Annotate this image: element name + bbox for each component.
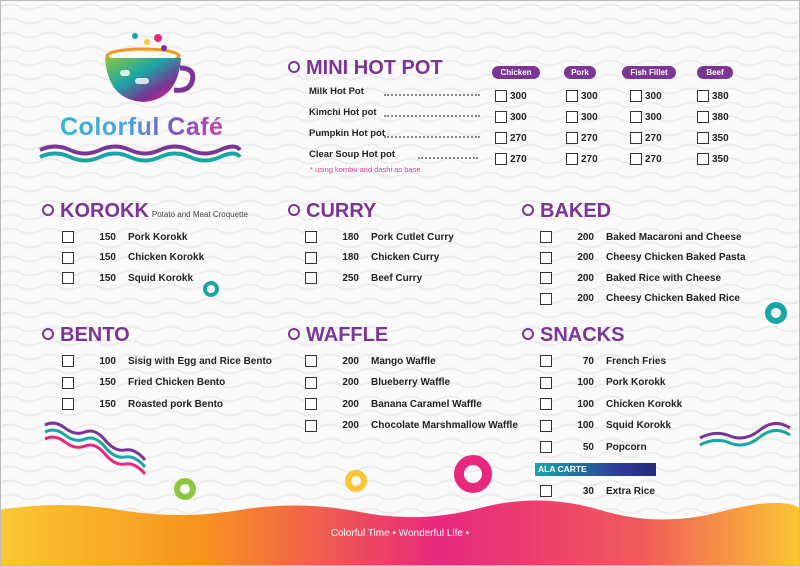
order-checkbox[interactable] [62,272,74,284]
bento-item [62,353,272,369]
item-price: 100 [577,398,594,410]
hotpot-price: 270 [645,132,662,144]
order-checkbox[interactable] [540,420,552,432]
alacarte-item [540,483,655,499]
footer-tagline: Colorful Time • Wonderful Life • [330,528,470,539]
section-title-bento: BENTO [42,324,130,347]
order-checkbox[interactable] [495,132,507,144]
item-price: 200 [577,231,594,243]
item-name: Popcorn [606,441,647,453]
snacks-item [540,375,665,391]
item-price: 200 [577,272,594,284]
item-price: 150 [99,377,116,388]
hotpot-price-cell [495,153,527,165]
baked-item [540,270,721,286]
item-price: 200 [342,377,359,388]
order-checkbox[interactable] [630,111,642,123]
item-name: Baked Macaroni and Cheese [606,231,742,243]
item-name: Mango Waffle [371,355,436,367]
hotpot-price: 300 [510,111,527,123]
hotpot-price-cell [697,111,729,123]
section-title-snacks: SNACKS [522,324,624,347]
hotpot-price-cell [697,153,729,165]
hotpot-item-name: Kimchi Hot pot [309,107,377,118]
hotpot-price-cell [566,111,598,123]
bullet-icon [42,328,54,340]
item-name: Squid Korokk [128,272,194,284]
order-checkbox[interactable] [697,153,709,165]
hotpot-price: 270 [581,153,598,165]
curry-item [305,229,454,245]
item-name: Sisig with Egg and Rice Bento [128,355,272,367]
order-checkbox[interactable] [566,132,578,144]
order-checkbox[interactable] [566,90,578,102]
order-checkbox[interactable] [697,90,709,102]
hotpot-price-cell [566,90,598,102]
item-name: Cheesy Chicken Baked Pasta [606,252,746,263]
item-price: 180 [342,252,359,263]
item-price: 100 [577,420,594,431]
hotpot-price: 380 [712,111,729,123]
korokk-subtitle: Potato and Meat Croquette [151,210,248,219]
item-name: Baked Rice with Cheese [606,272,722,284]
hotpot-price: 270 [645,153,662,165]
col-header-beef: Beef [697,66,733,79]
item-name: Pork Cutlet Curry [371,231,454,243]
order-checkbox[interactable] [540,355,552,367]
cup-logo-icon [40,30,240,180]
order-checkbox[interactable] [305,398,317,410]
order-checkbox[interactable] [630,132,642,144]
item-price: 100 [99,355,116,367]
item-price: 200 [342,398,359,410]
order-checkbox[interactable] [305,420,317,432]
bullet-icon [288,61,300,73]
col-header-pork: Pork [564,66,596,79]
item-price: 150 [99,398,116,410]
snacks-item [540,353,666,369]
korokk-item [62,229,187,245]
curry-item [305,250,439,266]
korokk-item [62,250,204,266]
order-checkbox[interactable] [540,293,552,305]
hotpot-note: * using kombu and dashi as base [310,165,421,174]
item-name: Squid Korokk [606,420,672,431]
order-checkbox[interactable] [62,377,74,389]
item-price: 250 [342,272,359,284]
item-price: 200 [577,293,594,304]
item-price: 200 [577,252,594,263]
order-checkbox[interactable] [305,272,317,284]
korokk-item [62,270,193,286]
item-name: Beef Curry [371,272,423,284]
item-name: Blueberry Waffle [371,377,451,388]
waffle-item [305,353,436,369]
hotpot-price: 300 [581,90,598,102]
hotpot-price-cell [697,90,729,102]
baked-item [540,291,740,307]
item-name: Fried Chicken Bento [128,377,226,388]
order-checkbox[interactable] [495,90,507,102]
order-checkbox[interactable] [62,355,74,367]
order-checkbox[interactable] [305,231,317,243]
order-checkbox[interactable] [540,377,552,389]
snacks-item [540,418,671,434]
section-title-waffle: WAFFLE [288,324,388,347]
waffle-item [305,396,482,412]
order-checkbox[interactable] [62,252,74,264]
hotpot-item-name: Clear Soup Hot pot [309,149,396,160]
hotpot-price-cell [630,132,662,144]
snacks-item [540,439,647,455]
hotpot-price: 300 [645,90,662,102]
ala-carte-banner: ALA CARTE [535,463,656,476]
order-checkbox[interactable] [540,485,552,497]
dot-leader [384,136,480,138]
item-price: 150 [99,252,116,263]
order-checkbox[interactable] [697,132,709,144]
order-checkbox[interactable] [305,377,317,389]
hotpot-price: 300 [581,111,598,123]
hotpot-price: 380 [712,90,729,102]
order-checkbox[interactable] [62,398,74,410]
order-checkbox[interactable] [495,111,507,123]
order-checkbox[interactable] [566,111,578,123]
hotpot-price-cell [630,90,662,102]
waffle-item [305,418,518,434]
bento-item [62,375,225,391]
order-checkbox[interactable] [697,111,709,123]
col-header-fish-fillet: Fish Fillet [622,66,676,79]
order-checkbox[interactable] [540,441,552,453]
baked-item [540,229,742,245]
waffle-item [305,375,450,391]
item-price: 50 [582,441,594,453]
item-name: Chicken Korokk [128,252,205,263]
bullet-icon [42,204,54,216]
col-header-chicken: Chicken [492,66,540,79]
item-name: Pork Korokk [606,377,666,388]
hotpot-price-cell [566,153,598,165]
item-name: Roasted pork Bento [128,398,224,410]
item-price: 100 [577,377,594,388]
item-name: Chicken Curry [371,252,440,263]
dot-leader [418,157,478,159]
brand-name: Colorful Café [60,113,224,141]
order-checkbox[interactable] [630,153,642,165]
order-checkbox[interactable] [630,90,642,102]
item-price: 150 [99,231,116,243]
section-title-hotpot: MINI HOT POT [288,57,443,80]
item-price: 200 [342,355,359,367]
item-price: 200 [342,420,359,431]
item-name: Extra Rice [606,485,655,497]
item-name: French Fries [606,355,667,367]
item-price: 30 [582,485,594,497]
bullet-icon [288,328,300,340]
dot-leader [384,94,480,96]
section-title-korokk: KOROKK Potato and Meat Croquette [42,200,248,223]
hotpot-price-cell [630,111,662,123]
bento-item [62,396,223,412]
curry-item [305,270,422,286]
item-name: Chocolate Marshmallow Waffle [371,420,518,431]
hotpot-price-cell [630,153,662,165]
order-checkbox[interactable] [62,231,74,243]
snacks-item [540,396,682,412]
item-name: Banana Caramel Waffle [371,398,482,410]
order-checkbox[interactable] [540,398,552,410]
order-checkbox[interactable] [540,252,552,264]
section-title-curry: CURRY [288,200,376,223]
hotpot-price-cell [697,132,729,144]
section-title-baked: BAKED [522,200,611,223]
item-name: Chicken Korokk [606,398,683,410]
hotpot-price: 270 [581,132,598,144]
bullet-icon [522,204,534,216]
order-checkbox[interactable] [305,355,317,367]
hotpot-price: 300 [510,90,527,102]
hotpot-price-cell [495,90,527,102]
order-checkbox[interactable] [540,272,552,284]
item-price: 180 [342,231,359,243]
item-name: Pork Korokk [128,231,188,243]
bullet-icon [288,204,300,216]
item-price: 150 [99,272,116,284]
hotpot-price: 270 [510,153,527,165]
hotpot-price-cell [566,132,598,144]
hotpot-price-cell [495,132,527,144]
hotpot-price: 350 [712,132,729,144]
hotpot-item-name: Milk Hot Pot [309,86,364,97]
order-checkbox[interactable] [305,252,317,264]
order-checkbox[interactable] [540,231,552,243]
order-checkbox[interactable] [495,153,507,165]
item-price: 70 [582,355,594,367]
hotpot-item-name: Pumpkin Hot pot [309,128,385,139]
order-checkbox[interactable] [566,153,578,165]
hotpot-price: 350 [712,153,729,165]
hotpot-price: 300 [645,111,662,123]
hotpot-price: 270 [510,132,527,144]
baked-item [540,250,746,266]
dot-leader [384,115,480,117]
hotpot-price-cell [495,111,527,123]
bullet-icon [522,328,534,340]
item-name: Cheesy Chicken Baked Rice [606,293,740,304]
